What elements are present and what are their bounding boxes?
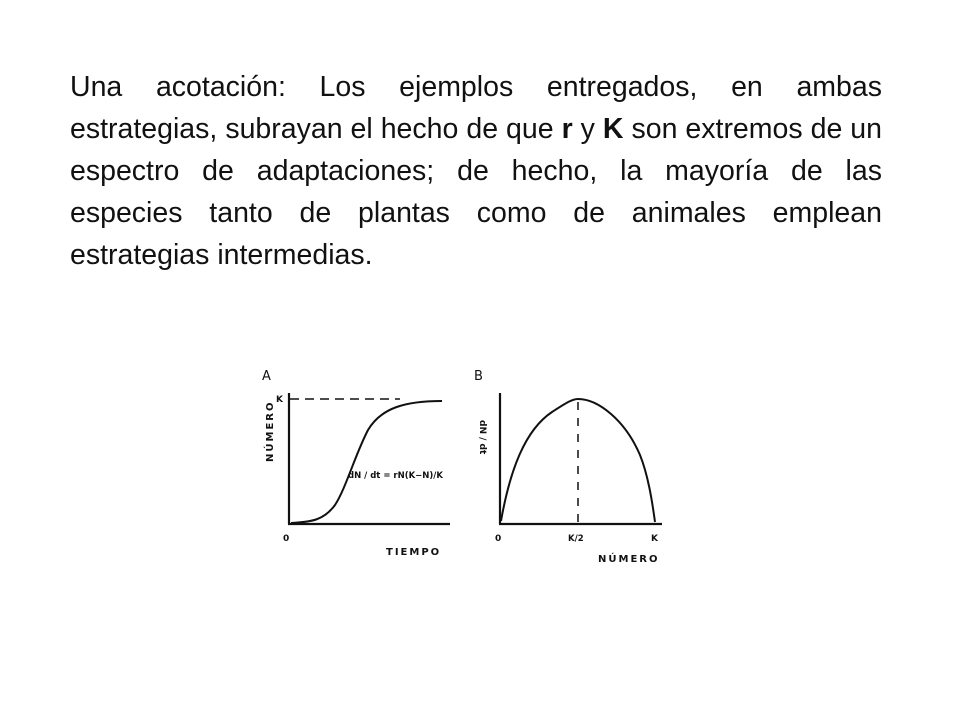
panel-b-origin: 0 <box>495 534 502 544</box>
panel-b <box>474 369 662 565</box>
text-and: y <box>572 113 603 145</box>
k-symbol: K <box>602 113 624 145</box>
panel-b-x-axis-label: NÚMERO <box>598 554 660 565</box>
panel-b-k-label: K <box>651 534 658 544</box>
panel-a-x-axis-label: TIEMPO <box>386 547 442 558</box>
panel-a-y-axis-label: NÚMERO <box>265 400 276 462</box>
text-intro: Una acotación: Los ejemplos entregados, en ambas estrategias, subrayan el hecho de que <box>70 71 882 145</box>
panel-b-letter: B <box>474 369 483 384</box>
text-conclusion: son extremos de un espectro de adaptaciones; de hecho, la mayoría de las especies tanto de plantas como de animales emplean estrategias intermedias. <box>70 113 882 271</box>
panel-a <box>262 369 450 558</box>
panel-b-k-half-label: K/2 <box>568 534 584 544</box>
panel-a-letter: A <box>262 369 271 384</box>
panel-b-y-axis-label: dN / dt <box>477 420 487 455</box>
panel-a-logistic-curve <box>291 401 442 523</box>
r-symbol: r <box>561 113 573 145</box>
panel-a-equation: dN / dt = rN(K−N)/K <box>348 471 443 481</box>
panel-a-origin: 0 <box>283 534 290 544</box>
panel-a-k-label: K <box>276 395 283 405</box>
